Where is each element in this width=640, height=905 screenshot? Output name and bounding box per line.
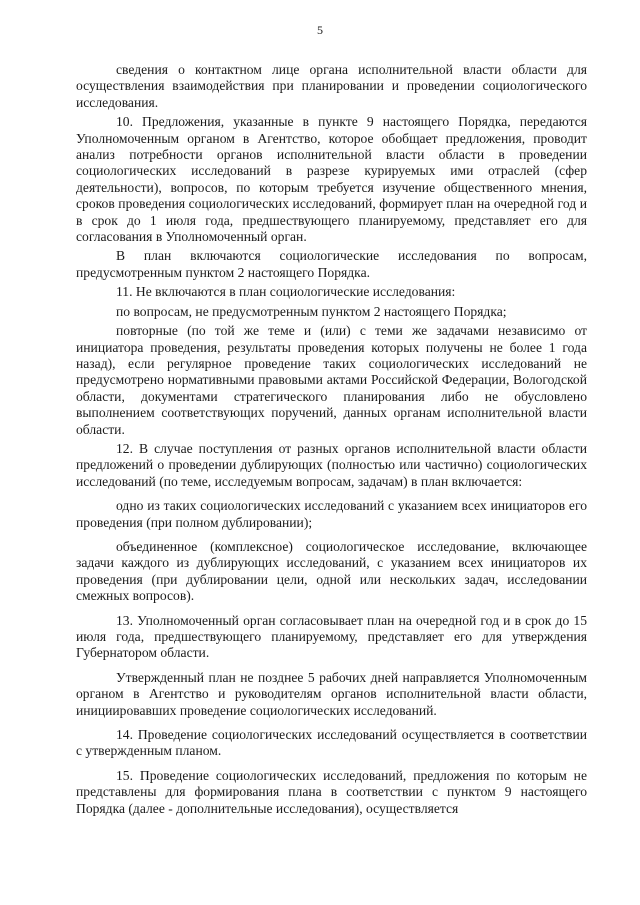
paragraph-13: 13. Уполномоченный орган согласовывает план на очередной год и в срок до 15 июля года, предшествующего планируемому, представляет его для утверждения Губернатором области. bbox=[76, 612, 587, 661]
paragraph-11-item-1: по вопросам, не предусмотренным пунктом 2 настоящего Порядка; bbox=[116, 303, 507, 319]
document-body bbox=[76, 62, 587, 817]
paragraph-12-item-2: объединенное (комплексное) социологическое исследование, включающее задачи каждого из дублирующих исследований, с указанием всех инициаторов их проведения (при дублировании цели, одной или нескольких задач, исследовании смежных вопросов). bbox=[76, 538, 587, 604]
paragraph-14: 14. Проведение социологических исследований осуществляется в соответствии с утвержденным планом. bbox=[76, 727, 587, 759]
paragraph-contact-info: сведения о контактном лице органа исполнительной власти области для осуществления взаимодействия при планировании и проведении социологического исследования. bbox=[76, 62, 587, 110]
paragraph-approved-plan: Утвержденный план не позднее 5 рабочих дней направляется Уполномоченным органом в Агентство и руководителям органов исполнительной власти области, инициировавших проведение социологических исследований. bbox=[76, 669, 587, 718]
paragraph-12-item-1: одно из таких социологических исследований с указанием всех инициаторов его проведения (при полном дублировании); bbox=[76, 498, 587, 530]
paragraph-11-item-2: повторные (по той же теме и (или) с теми же задачами независимо от инициатора проведения, результаты проведения которых получены не более 1 года назад), если регулярное проведение таких социологических исследований не предусмотрено нормативными правовыми актами Российской Федерации, Вологодской области, документами стратегического планирования либо не обусловлено выполнением соответствующих поручений, данных органам исполнительной власти области. bbox=[76, 323, 587, 437]
paragraph-11: 11. Не включаются в план социологические исследования: bbox=[116, 284, 456, 300]
paragraph-plan-includes: В план включаются социологические исследования по вопросам, предусмотренным пунктом 2 настоящего Порядка. bbox=[76, 248, 587, 280]
paragraph-12: 12. В случае поступления от разных органов исполнительной власти области предложений о проведении дублирующих (полностью или частично) социологических исследований (по теме, исследуемым вопросам, задачам) в план включается: bbox=[76, 440, 587, 489]
paragraph-15: 15. Проведение социологических исследований, предложения по которым не представлены для формирования плана в соответствии с пунктом 9 настоящего Порядка (далее - дополнительные исследования), осуществляется bbox=[76, 767, 587, 816]
page-number: 5 bbox=[317, 23, 323, 37]
paragraph-10: 10. Предложения, указанные в пункте 9 настоящего Порядка, передаются Уполномоченным органом в Агентство, которое обобщает предложения, проводит анализ потребности органов исполнительной власти области в проведении социологических исследований в разрезе курируемых ими отраслей (сфер деятельности), вопросов, по которым требуется изучение общественного мнения, сроков проведения социологических исследований, формирует план на очередной год и в срок до 1 июля года, предшествующего планируемому, представляет его для согласования в Уполномоченный орган. bbox=[76, 114, 587, 245]
